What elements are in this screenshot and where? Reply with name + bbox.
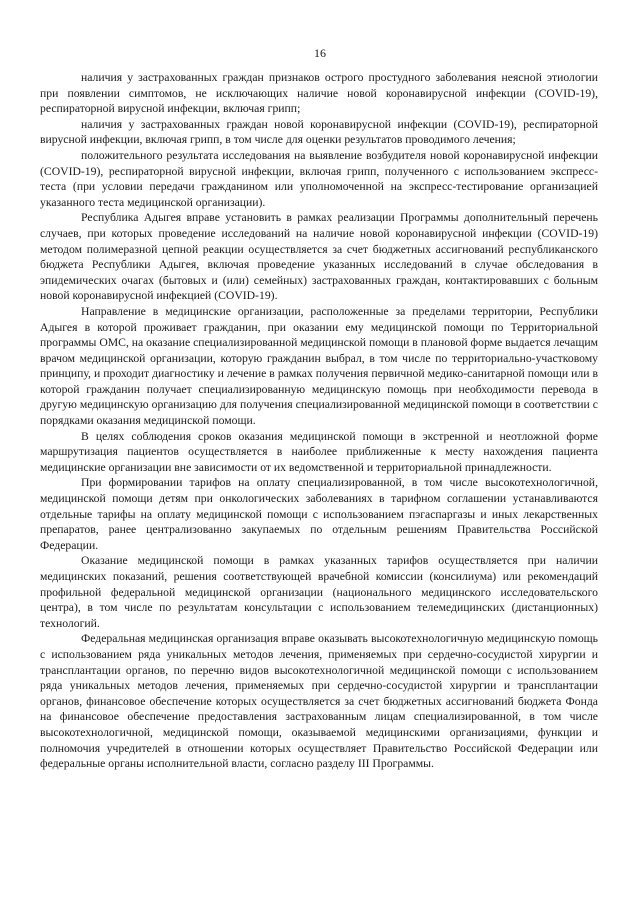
- paragraph-oncology-tariffs: При формировании тарифов на оплату специализированной, в том числе высокотехнологичной, медицинской помощи детям при онкологических заболеваниях в тарифном соглашении устанавливаются отдельные тарифы на оплату медицинской помощи с использованием пэгаспаргазы и иных лекарственных препаратов, ранее централизованно закупаемых по отдельным решениям Правительства Российской Федерации.: [40, 476, 598, 552]
- paragraph-infection-presence: наличия у застрахованных граждан новой коронавирусной инфекции (COVID-19), респираторной вирусной инфекции, включая грипп, в том числе для оценки результатов проводимого лечения;: [40, 117, 598, 147]
- body-text: [40, 70, 598, 772]
- paragraph-symptoms: наличия у застрахованных граждан признаков острого простудного заболевания неясной этиологии при появлении симптомов, не исключающих наличие новой коронавирусной инфекции (COVID-19), респираторной вирусной инфекции, включая грипп;: [40, 71, 598, 116]
- page-number: 16: [314, 46, 326, 60]
- paragraph-adygea-pcr: Республика Адыгея вправе установить в рамках реализации Программы дополнительный перечень случаев, при которых проведение исследований на наличие новой коронавирусной инфекции (COVID-19) методом полимеразной цепной реакции осуществляется за счет бюджетных ассигнований республиканского бюджета Республики Адыгея, включая проведение указанных исследований в случае обследования в эпидемических очагах (бытовых и (или) семейных) застрахованных граждан, контактировавших с больным новой коронавирусной инфекцией (COVID-19).: [40, 211, 598, 303]
- paragraph-emergency-routing: В целях соблюдения сроков оказания медицинской помощи в экстренной и неотложной форме маршрутизация пациентов осуществляется в наиболее приближенные к месту нахождения пациента медицинские организации вне зависимости от их ведомственной и территориальной принадлежности.: [40, 429, 598, 474]
- paragraph-tariff-conditions: Оказание медицинской помощи в рамках указанных тарифов осуществляется при наличии медицинских показаний, решения соответствующей врачебной комиссии (консилиума) или рекомендаций профильной федеральной медицинской организации (национального медицинского исследовательского центра), в том числе по результатам консультации с использованием телемедицинских (дистанционных) технологий.: [40, 554, 598, 630]
- paragraph-positive-result: положительного результата исследования на выявление возбудителя новой коронавирусной инфекции (COVID-19), респираторной вирусной инфекции, включая грипп, полученного с использованием экспресс-теста (при условии передачи гражданином или уполномоченной на экспресс-тестирование организацией указанного теста медицинской организации).: [40, 148, 598, 209]
- paragraph-referral: Направление в медицинские организации, расположенные за пределами территории, Республики Адыгея в которой проживает гражданин, при оказании ему медицинской помощи по Территориальной программы ОМС, на оказание специализированной медицинской помощи в плановой форме выдается лечащим врачом медицинской организации, которую гражданин выбрал, в том числе по территориально-участковому принципу, и проходит диагностику и лечение в рамках получения первичной медико-санитарной помощи или в которой гражданин получает специализированную медицинскую помощь при необходимости перевода в другую медицинскую организацию для получения специализированной медицинской помощи в соответствии с порядками оказания медицинской помощи.: [40, 304, 598, 428]
- paragraph-federal-organization: Федеральная медицинская организация вправе оказывать высокотехнологичную медицинскую помощь с использованием ряда уникальных методов лечения, применяемых при сердечно-сосудистой хирургии и трансплантации органов, по перечню видов высокотехнологичной медицинской помощи с использованием ряда уникальных методов лечения, применяемых при сердечно-сосудистой хирургии и трансплантации органов, финансовое обеспечение которых осуществляется за счет бюджетных ассигнований бюджета Фонда на финансовое обеспечение предоставления застрахованным лицам специализированной, в том числе высокотехнологичной, медицинской помощи, оказываемой медицинскими организациями, функции и полномочия учредителей в отношении которых осуществляет Правительство Российской Федерации или федеральные органы исполнительной власти, согласно разделу III Программы.: [40, 632, 598, 771]
